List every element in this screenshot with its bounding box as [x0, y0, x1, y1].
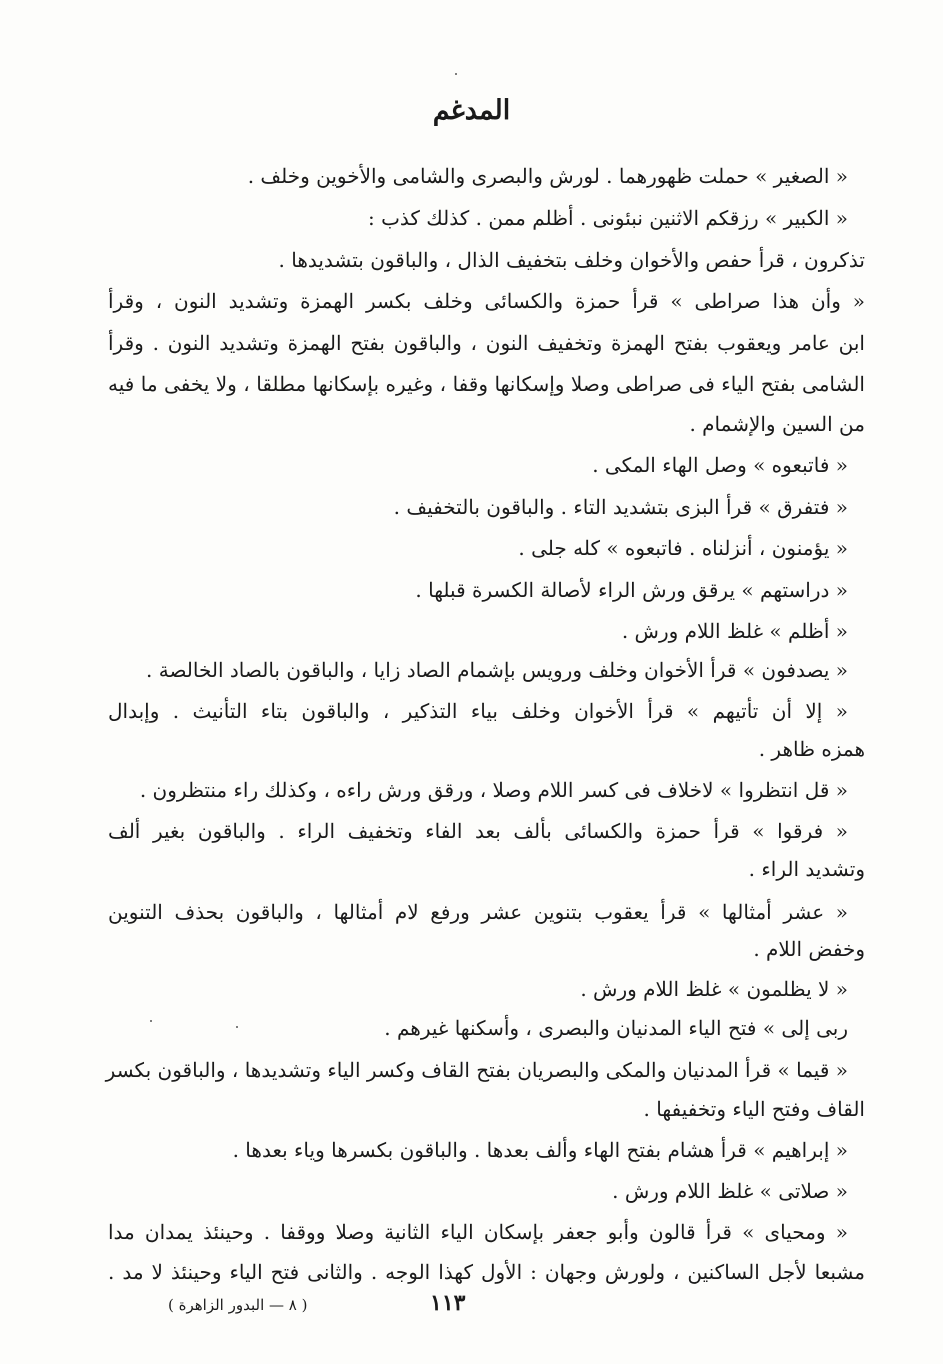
text-line-22: ربى إلى » فتح الياء المدنيان والبصرى ، وأسكنها غيرهم . [384, 1016, 848, 1040]
text-line-25: « إبراهيم » قرأ هشام بفتح الهاء وألف بعدها . والباقون بكسرها وياء بعدها . [232, 1138, 848, 1162]
scan-speck [236, 1026, 238, 1028]
text-line-6: الشامى بفتح الياء فى صراطى وصلا وإسكانها وقفا ، وغيره بإسكانها مطلقا ، ولا يخفى ما فيه [108, 372, 865, 396]
text-line-9: « فتفرق » قرأ البزى بتشديد التاء . والباقون بالتخفيف . [393, 495, 848, 519]
text-line-7: من السين والإشمام . [689, 412, 865, 436]
text-line-16: « قل انتظروا » لاخلاف فى كسر اللام وصلا ، ورقق ورش راءه ، وكذلك راء منتظرون . [139, 778, 848, 802]
page-heading: المدغم [432, 95, 511, 126]
text-line-19: « عشر أمثالها » قرأ يعقوب بتنوين عشر ورفع لام أمثالها ، والباقون بحذف التنوين [108, 900, 848, 924]
text-line-24: القاف وفتح الياء وتخفيفها . [643, 1097, 865, 1121]
text-line-26: « صلاتى » غلظ اللام ورش . [612, 1179, 848, 1203]
text-line-17: « فرقوا » قرأ حمزة والكسائى بألف بعد الفاء وتخفيف الراء . والباقون بغير ألف [108, 819, 848, 843]
page-number: ١١٣ [430, 1290, 466, 1316]
text-line-14: « إلا أن تأتيهم » قرأ الأخوان وخلف بياء التذكير ، والباقون بتاء التأنيث . وإبدال [108, 699, 848, 723]
text-line-8: « فاتبعوه » وصل الهاء المكى . [592, 453, 848, 477]
text-line-15: همزه ظاهر . [758, 737, 865, 761]
text-line-10: « يؤمنون ، أنزلناه . فاتبعوه » كله جلى . [518, 536, 848, 560]
text-line-5: ابن عامر ويعقوب بفتح الهمزة وتخفيف النون ، والباقون بفتح الهمزة وتشديد النون . وقرأ [108, 331, 865, 355]
text-line-27: « ومحياى » قرأ قالون وأبو جعفر بإسكان الياء الثانية وصلا ووقفا . وحينئذ يمدان مدا [108, 1220, 848, 1244]
text-line-2: « الكبير » رزقكم الاثنين نبئونى . أظلم ممن . كذلك كذب : [368, 206, 848, 230]
text-line-18: وتشديد الراء . [748, 857, 865, 881]
text-line-3: تذكرون ، قرأ حفص والأخوان وخلف بتخفيف الذال ، والباقون بتشديدها . [278, 248, 865, 272]
text-line-28: مشبعا لأجل الساكنين ، ولورش وجهان : الأول كهذا الوجه . والثانى فتح الياء وحينئذ لا مد . [108, 1260, 865, 1284]
text-line-11: « دراستهم » يرقق ورش الراء لأصالة الكسرة قبلها . [415, 578, 848, 602]
text-line-13: « يصدفون » قرأ الأخوان وخلف ورويس بإشمام الصاد زايا ، والباقون بالصاد الخالصة . [146, 658, 848, 682]
source-note: ( ٨ — البدور الزاهرة ) [168, 1296, 308, 1314]
text-line-12: « أظلم » غلظ اللام ورش . [621, 619, 848, 643]
text-line-4: « وأن هذا صراطى » قرأ حمزة والكسائى وخلف بكسر الهمزة وتشديد النون ، وقرأ [108, 289, 865, 313]
scan-speck [455, 73, 457, 75]
text-line-20: وخفض اللام . [753, 937, 865, 961]
text-line-21: « لا يظلمون » غلظ اللام ورش . [580, 977, 848, 1001]
text-line-1: « الصغير » حملت ظهورهما . لورش والبصرى والشامى والأخوين وخلف . [247, 164, 848, 188]
scan-speck [150, 1020, 152, 1022]
text-line-23: « قيما » قرأ المدنيان والمكى والبصريان بفتح القاف وكسر الياء وتشديدها ، والباقون بكسر [105, 1058, 848, 1082]
